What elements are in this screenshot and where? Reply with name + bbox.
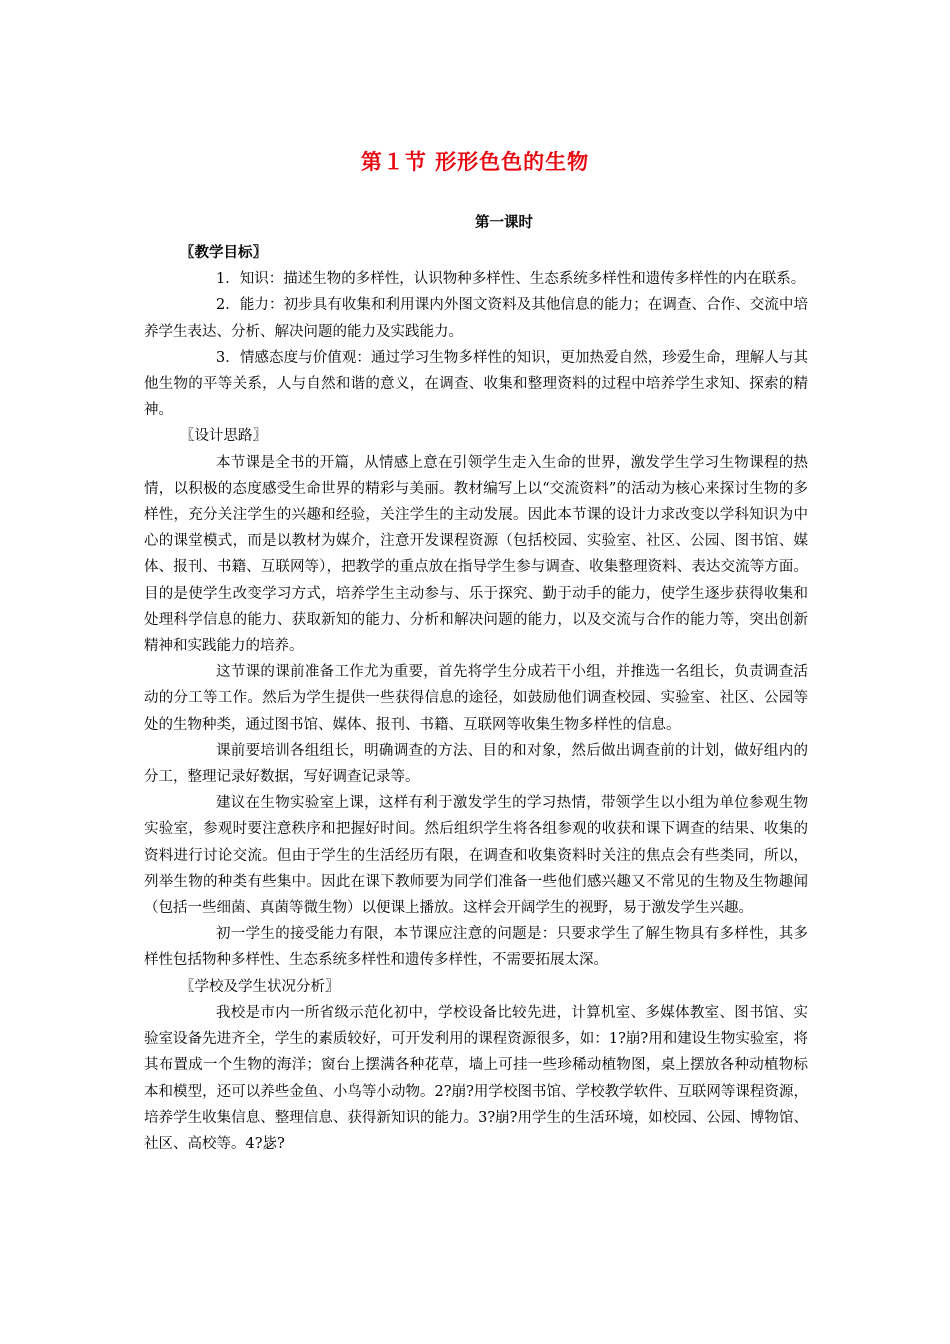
section-heading-goals: 〖教学目标〗: [180, 244, 267, 261]
goal-item: 1．知识：描述生物的多样性，认识物种多样性、生态系统多样性和遗传多样性的内在联系。: [216, 271, 806, 288]
page-subtitle: 第一课时: [475, 215, 533, 231]
section-heading-analysis: 〖学校及学生状况分析〗: [180, 978, 340, 995]
design-paragraph: 建议在生物实验室上课，这样有利于激发学生的学习热情，带领学生以小组为单位参观生物实验室，参观时要注意秩序和把握好时间。然后组织学生将各组参观的收获和课下调查的结果、收集的资料进行讨论交流。但由于学生的生活经历有限，在调查和收集资料时关注的焦点会有些类同，所以，列举生物的种类有些集中。因此在课下教师要为同学们准备一些他们感兴趣又不常见的生物及生物趣闻（包括一些细菌、真菌等微生物）以便课上播放。这样会开阔学生的视野，易于激发学生兴趣。: [144, 795, 808, 917]
design-paragraph: 本节课是全书的开篇，从情感上意在引领学生走入生命的世界，激发学生学习生物课程的热情，以积极的态度感受生命世界的精彩与美丽。教材编写上以“交流资料”的活动为核心来探讨生物的多样性，充分关注学生的兴趣和经验，关注学生的主动发展。因此本节课的设计力求改变以学科知识为中心的课堂模式，而是以教材为媒介，注意开发课程资源（包括校园、实验室、社区、公园、图书馆、媒体、报刊、书籍、互联网等），把教学的重点放在指导学生参与调查、收集整理资料、表达交流等方面。目的是使学生改变学习方式，培养学生主动参与、乐于探究、勤于动手的能力，使学生逐步获得收集和处理科学信息的能力、获取新知的能力、分析和解决问题的能力，以及交流与合作的能力等，突出创新精神和实践能力的培养。: [144, 454, 808, 655]
goal-item: 2．能力：初步具有收集和利用课内外图文资料及其他信息的能力；在调查、合作、交流中培养学生表达、分析、解决问题的能力及实践能力。: [144, 297, 808, 340]
section-heading-design: 〖设计思路〗: [180, 428, 267, 445]
design-paragraph: 这节课的课前准备工作尤为重要，首先将学生分成若干小组，并推选一名组长，负责调查活动的分工等工作。然后为学生提供一些获得信息的途径，如鼓励他们调查校园、实验室、社区、公园等处的生物种类，通过图书馆、媒体、报刊、书籍、互联网等收集生物多样性的信息。: [144, 664, 808, 733]
design-paragraph: 课前要培训各组组长，明确调查的方法、目的和对象，然后做出调查前的计划，做好组内的分工，整理记录好数据，写好调查记录等。: [144, 742, 808, 786]
goal-item: 3．情感态度与价值观：通过学习生物多样性的知识，更加热爱自然，珍爱生命，理解人与其他生物的平等关系，人与自然和谐的意义，在调查、收集和整理资料的过程中培养学生求知、探索的精神。: [144, 349, 808, 419]
analysis-paragraph: 我校是市内一所省级示范化初中，学校设备比较先进，计算机室、多媒体教室、图书馆、实验室设备先进齐全，学生的素质较好，可开发利用的课程资源很多，如：1?崩?用和建设生物实验室，将其布置成一个生物的海洋；窗台上摆满各种花草，墙上可挂一些珍稀动植物图，桌上摆放各种动植物标本和模型，还可以养些金鱼、小鸟等小动物。2?崩?用学校图书馆、学校教学软件、互联网等课程资源，培养学生收集信息、整理信息、获得新知识的能力。3?崩?用学生的生活环境，如校园、公园、博物馆、社区、高校等。4?毖?: [144, 1004, 808, 1152]
page-title: 第１节 形形色色的生物: [360, 150, 590, 174]
document-body: [144, 240, 808, 1157]
design-paragraph: 初一学生的接受能力有限，本节课应注意的问题是：只要求学生了解生物具有多样性，其多样性包括物种多样性、生态系统多样性和遗传多样性，不需要拓展太深。: [144, 926, 808, 969]
